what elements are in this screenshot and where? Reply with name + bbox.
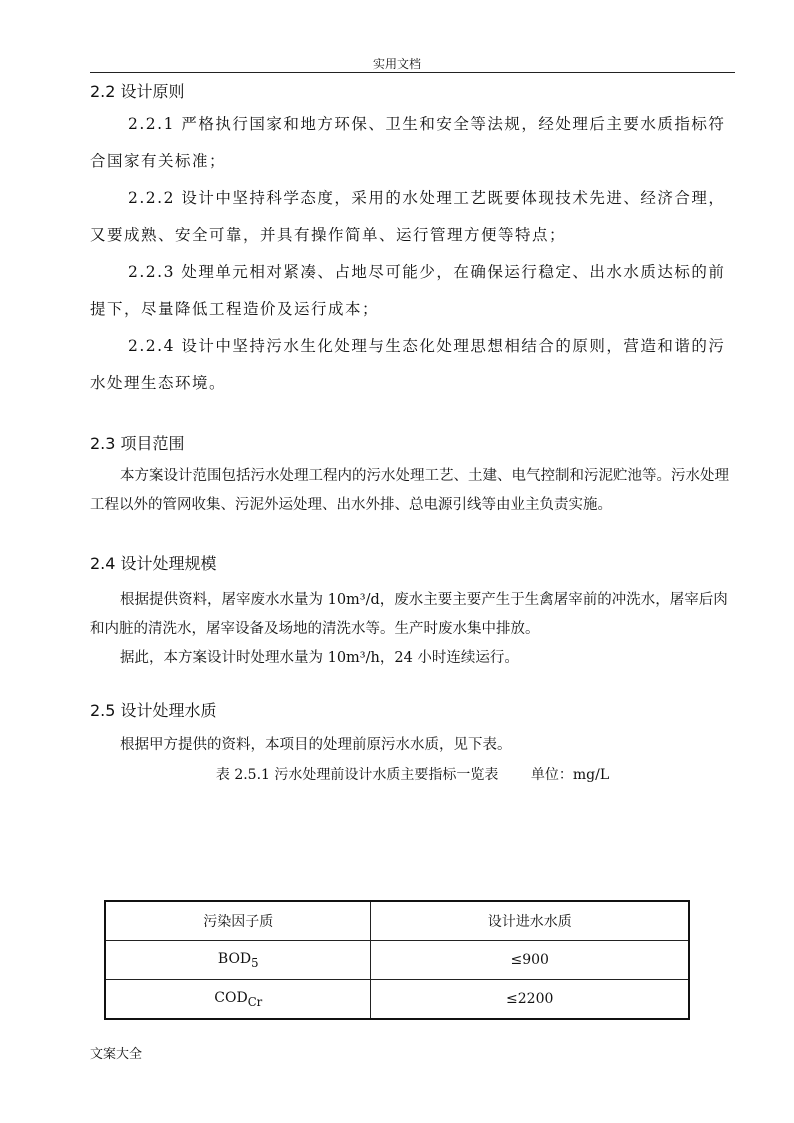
- pollutant-subscript: 5: [251, 955, 259, 970]
- page-footer: 文案大全: [90, 1047, 143, 1062]
- pollutant-subscript: Cr: [247, 994, 263, 1009]
- inflow-value-cell: ≤2200: [371, 980, 689, 1020]
- water-quality-table: [104, 900, 690, 1020]
- paragraph-2-4-2: 据此，本方案设计时处理水量为 10m³/h，24 小时连续运行。: [120, 650, 519, 666]
- paragraph-2-2-2: 2.2.2 设计中坚持科学态度，采用的水处理工艺既要体现技术先进、经济合理，又要成熟、安全可靠，并具有操作简单、运行管理方便等特点；: [90, 189, 726, 244]
- table-caption: [90, 760, 735, 790]
- page-header: 实用文档: [372, 57, 421, 71]
- table-header-row: [105, 901, 689, 941]
- pollutant-name: COD: [214, 989, 248, 1006]
- table-row: [105, 980, 689, 1020]
- section-title-2-3: 2.3 项目范围: [90, 434, 185, 453]
- paragraph-2-2-4: 2.2.4 设计中坚持污水生化处理与生态化处理思想相结合的原则，营造和谐的污水处理生态环境。: [90, 337, 726, 392]
- paragraph-2-2-1: 2.2.1 严格执行国家和地方环保、卫生和安全等法规，经处理后主要水质指标符合国家有关标准；: [90, 115, 726, 170]
- header-rule: [90, 72, 735, 73]
- column-header-pollutant: 污染因子质: [105, 901, 371, 941]
- paragraph-2-4-1: 根据提供资料，屠宰废水水量为 10m³/d，废水主要主要产生于生禽屠宰前的冲洗水，屠宰后肉和内脏的清洗水，屠宰设备及场地的清洗水等。生产时废水集中排放。: [90, 592, 728, 637]
- pollutant-cell: [105, 980, 371, 1020]
- paragraph-2-3: 本方案设计范围包括污水处理工程内的污水处理工艺、土建、电气控制和污泥贮池等。污水处理工程以外的管网收集、污泥外运处理、出水外排、总电源引线等由业主负责实施。: [90, 468, 729, 513]
- document-body: [90, 78, 735, 790]
- section-title-2-2: 2.2 设计原则: [90, 82, 185, 101]
- pollutant-cell: [105, 941, 371, 980]
- paragraph-2-2-3: 2.2.3 处理单元相对紧凑、占地尽可能少，在确保运行稳定、出水水质达标的前提下，尽量降低工程造价及运行成本；: [90, 263, 726, 318]
- table-row: [105, 941, 689, 980]
- section-title-2-4: 2.4 设计处理规模: [90, 554, 217, 573]
- section-title-2-5: 2.5 设计处理水质: [90, 701, 217, 720]
- paragraph-2-5: 根据甲方提供的资料，本项目的处理前原污水水质，见下表。: [120, 737, 512, 753]
- pollutant-name: BOD: [217, 950, 252, 967]
- column-header-inflow-quality: 设计进水水质: [371, 901, 689, 941]
- table-unit: 单位：mg/L: [530, 767, 610, 783]
- inflow-value-cell: ≤900: [371, 941, 689, 980]
- table-caption-text: 表 2.5.1 污水处理前设计水质主要指标一览表: [215, 767, 499, 783]
